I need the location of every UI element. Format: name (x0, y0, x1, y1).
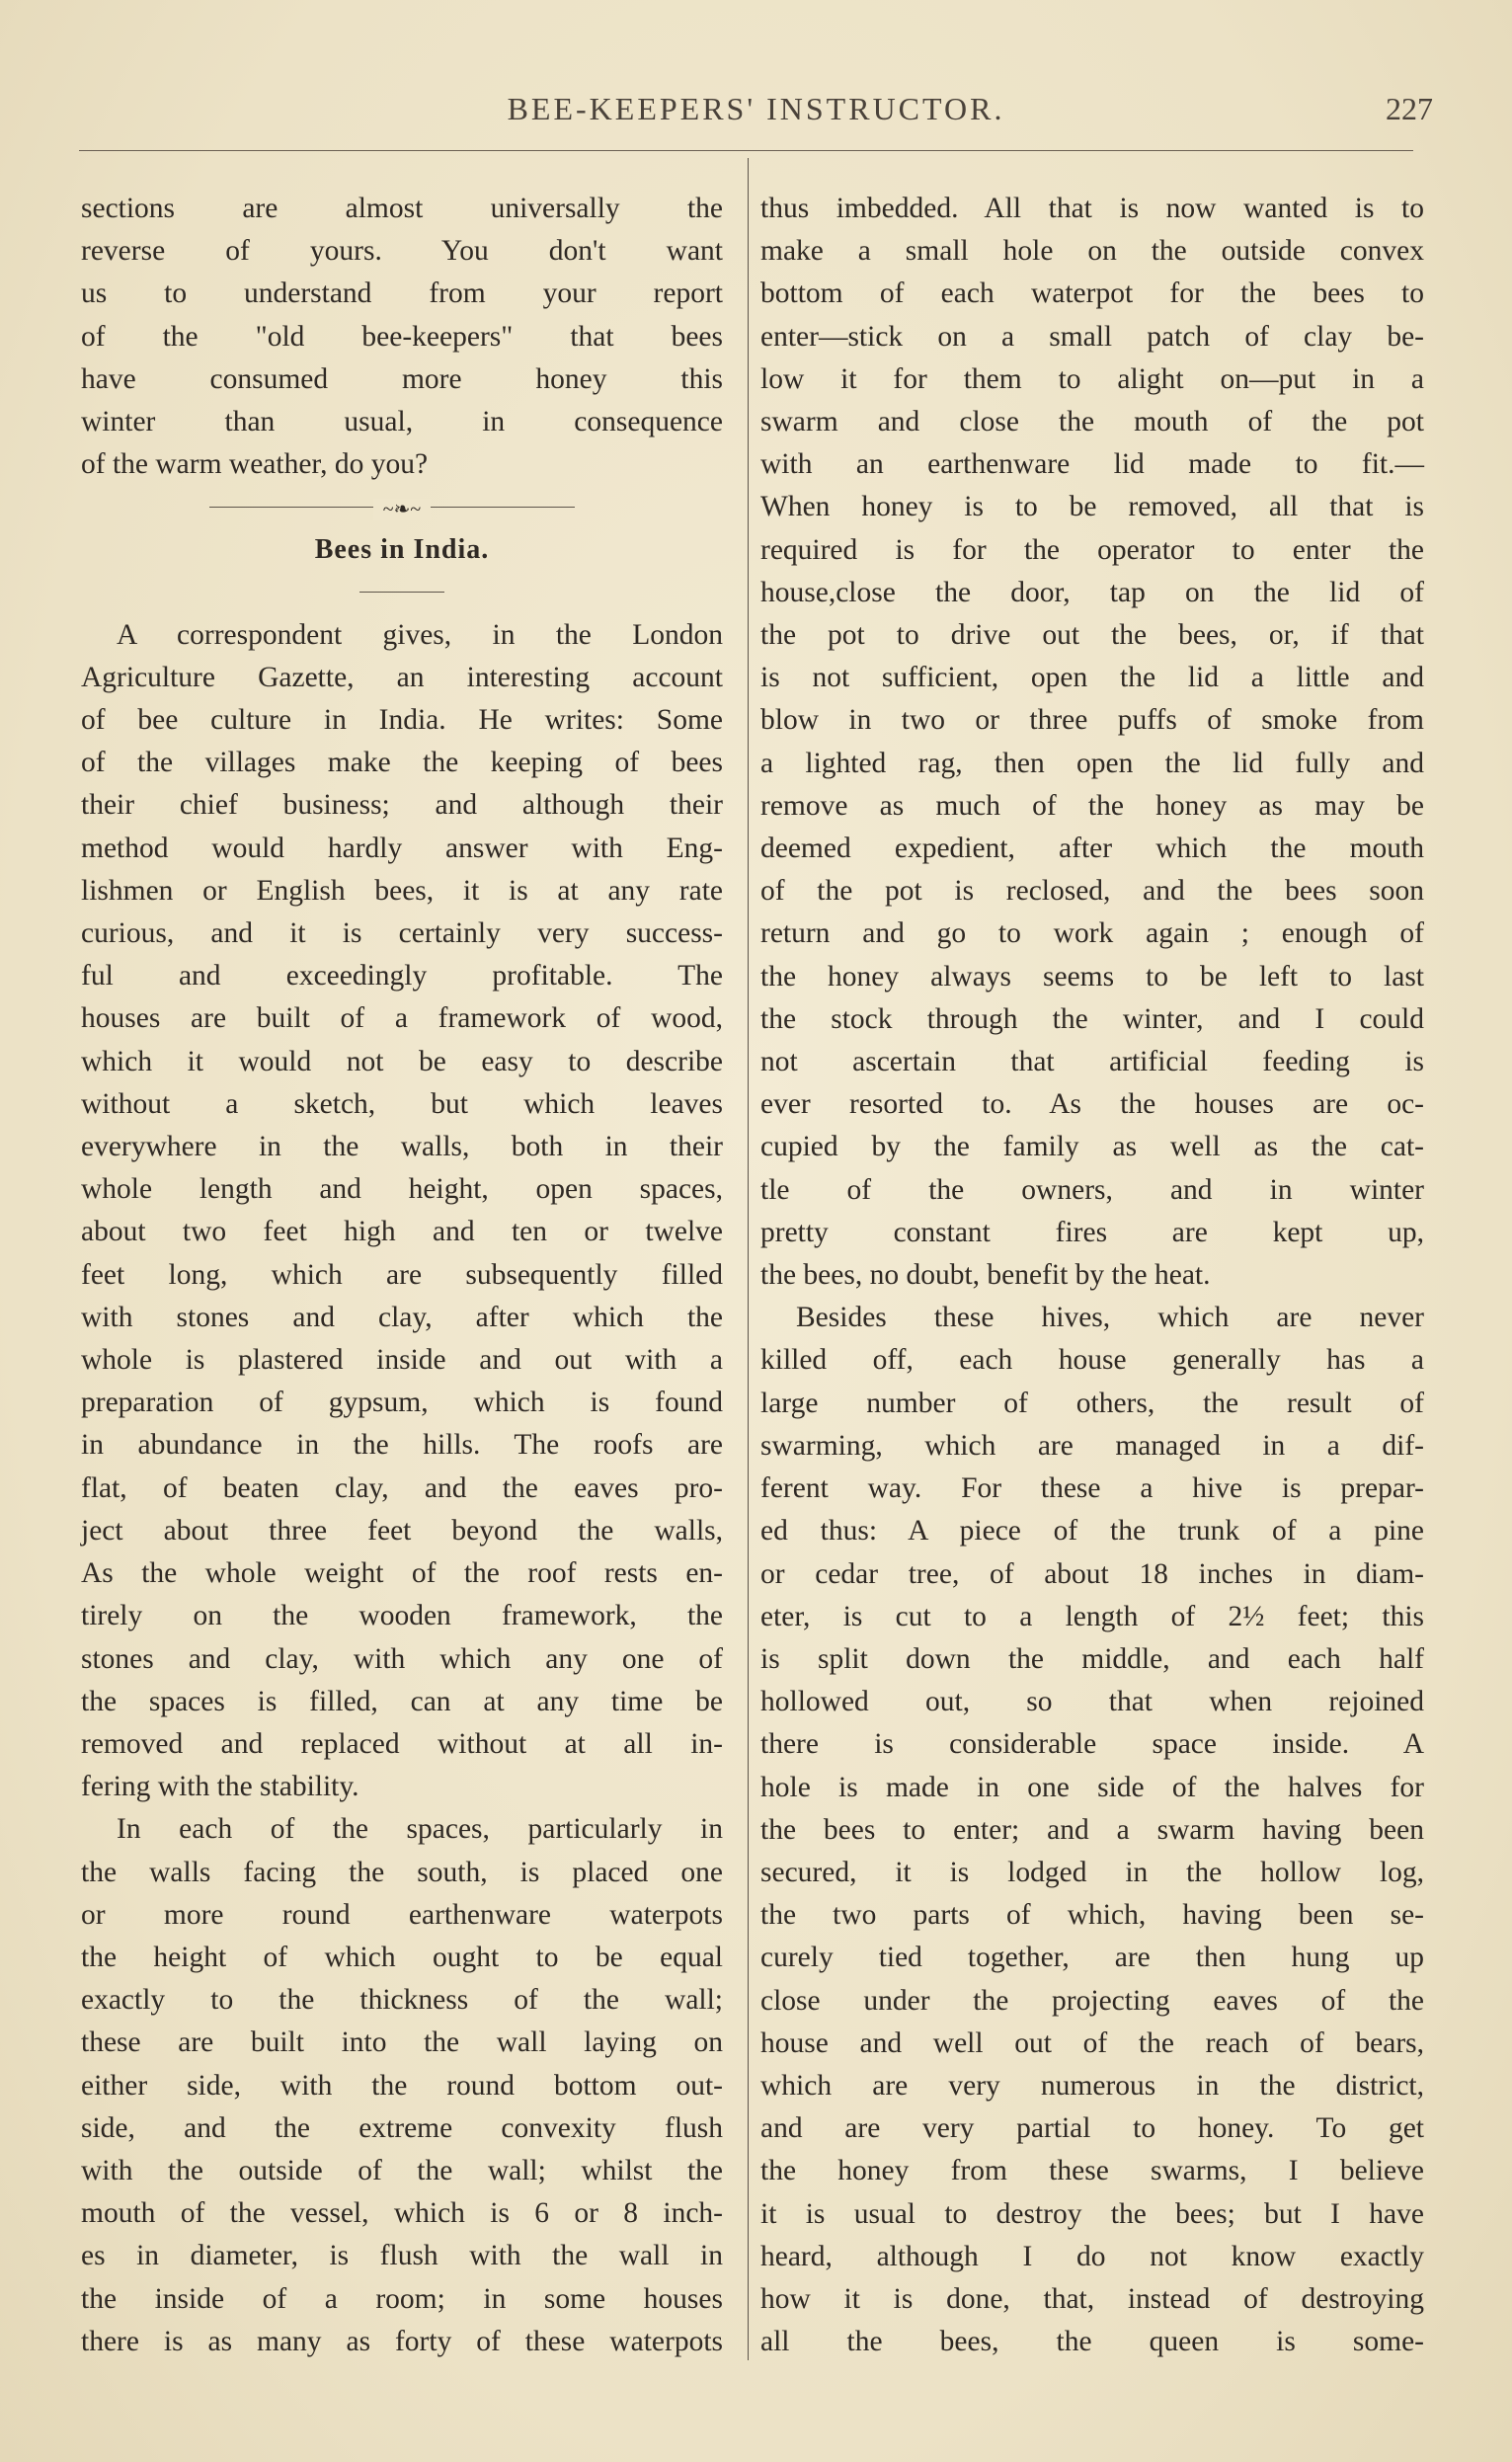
text-line: make a small hole on the outside convex (760, 235, 1424, 268)
text-line: with stones and clay, after which the (81, 1301, 723, 1333)
text-line: these are built into the wall laying on (81, 2026, 723, 2059)
text-line: not ascertain that artificial feeding is (760, 1046, 1424, 1078)
text-line: pretty constant fires are kept up, (760, 1216, 1424, 1248)
text-line: remove as much of the honey as may be (760, 789, 1424, 822)
text-line: the two parts of which, having been se- (760, 1899, 1424, 1932)
text-line: which it would not be easy to describe (81, 1045, 723, 1077)
left-column (81, 188, 723, 2363)
text-line: ject about three feet beyond the walls, (81, 1514, 723, 1547)
paragraph-bees-in-india-2 (81, 1808, 723, 2363)
text-line: house and well out of the reach of bears, (760, 2026, 1424, 2059)
text-line: with an earthenware lid made to fit.— (760, 448, 1424, 481)
text-line: either side, with the round bottom out- (81, 2069, 723, 2102)
text-line: reverse of yours. You don't want (81, 235, 723, 268)
text-line: the inside of a room; in some houses (81, 2282, 723, 2315)
text-line: required is for the operator to enter the (760, 533, 1424, 566)
text-line: lishmen or English bees, it is at any rate (81, 874, 723, 907)
text-line: As the whole weight of the roof rests en- (81, 1557, 723, 1590)
text-line: is split down the middle, and each half (760, 1642, 1424, 1675)
paragraph-bees-in-india-1 (81, 614, 723, 1809)
text-line: in abundance in the hills. The roofs are (81, 1429, 723, 1462)
text-line: swarming, which are managed in a dif- (760, 1429, 1424, 1462)
text-line: which are very numerous in the district, (760, 2069, 1424, 2102)
text-line: us to understand from your report (81, 278, 723, 310)
text-line: the pot to drive out the bees, or, if that (760, 619, 1424, 652)
text-line: bottom of each waterpot for the bees to (760, 278, 1424, 310)
text-line: Besides these hives, which are never (796, 1302, 1424, 1334)
text-line: sections are almost universally the (81, 193, 723, 224)
page-header (79, 91, 1433, 140)
text-line: the bees, no doubt, benefit by the heat. (760, 1259, 1211, 1292)
paragraph-besides-hives (760, 1297, 1424, 2363)
text-line: heard, although I do not know exactly (760, 2240, 1424, 2272)
text-line: it is usual to destroy the bees; but I have (760, 2197, 1424, 2230)
text-line: a lighted rag, then open the lid fully and (760, 747, 1424, 779)
text-line: deemed expedient, after which the mouth (760, 833, 1424, 865)
ornament-glyph: ~❧~ (373, 499, 431, 520)
text-line: have consumed more honey this (81, 362, 723, 395)
text-line: houses are built of a framework of wood, (81, 1002, 723, 1035)
text-line: Agriculture Gazette, an interesting account (81, 661, 723, 693)
text-line: stones and clay, with which any one of (81, 1642, 723, 1675)
text-line: method would hardly answer with Eng- (81, 832, 723, 864)
text-line: secured, it is lodged in the hollow log, (760, 1856, 1424, 1888)
intro-paragraph (81, 188, 723, 486)
text-line: close under the projecting eaves of the (760, 1984, 1424, 2017)
text-line: there is as many as forty of these waterpots (81, 2325, 723, 2357)
text-line: the honey always seems to be left to last (760, 960, 1424, 993)
text-line: ever resorted to. As the houses are oc- (760, 1088, 1424, 1121)
section-heading: Bees in India. (314, 534, 490, 566)
text-line: cupied by the family as well as the cat- (760, 1131, 1424, 1163)
text-line: without a sketch, but which leaves (81, 1087, 723, 1120)
text-line: of the villages make the keeping of bees (81, 747, 723, 779)
header-rule (79, 150, 1413, 151)
text-line: the walls facing the south, is placed one (81, 1856, 723, 1888)
paragraph-continued (760, 188, 1424, 1297)
running-title: BEE-KEEPERS' INSTRUCTOR. (507, 91, 1005, 126)
text-line: the spaces is filled, can at any time be (81, 1685, 723, 1717)
text-line: blow in two or three puffs of smoke from (760, 704, 1424, 737)
column-divider (748, 158, 749, 2360)
text-line: killed off, each house generally has a (760, 1344, 1424, 1377)
text-line: or more round earthenware waterpots (81, 1898, 723, 1931)
text-line: ful and exceedingly profitable. The (81, 960, 723, 993)
section-ornament (81, 486, 723, 528)
text-line: low it for them to alight on—put in a (760, 362, 1424, 395)
text-line: side, and the extreme convexity flush (81, 2111, 723, 2144)
text-line: all the bees, the queen is some- (760, 2326, 1424, 2358)
text-line: tle of the owners, and in winter (760, 1173, 1424, 1206)
text-line: tirely on the wooden framework, the (81, 1600, 723, 1632)
text-line: thus imbedded. All that is now wanted is to (760, 193, 1424, 224)
text-line: with the outside of the wall; whilst the (81, 2154, 723, 2186)
text-line: is not sufficient, open the lid a little and (760, 662, 1424, 694)
text-line: whole length and height, open spaces, (81, 1173, 723, 1206)
text-line: ed thus: A piece of the trunk of a pine (760, 1515, 1424, 1548)
text-line: of the "old bee-keepers" that bees (81, 320, 723, 353)
text-line: curious, and it is certainly very success- (81, 917, 723, 950)
text-line: whole is plastered inside and out with a (81, 1344, 723, 1377)
text-line: exactly to the thickness of the wall; (81, 1984, 723, 2017)
text-line: return and go to work again ; enough of (760, 917, 1424, 950)
text-line: enter—stick on a small patch of clay be- (760, 320, 1424, 353)
page-number: 227 (1386, 91, 1433, 126)
text-line: everywhere in the walls, both in their (81, 1131, 723, 1163)
text-line: or cedar tree, of about 18 inches in diam- (760, 1557, 1424, 1590)
right-column (760, 188, 1424, 2363)
text-line: and are very partial to honey. To get (760, 2112, 1424, 2145)
text-line: winter than usual, in consequence (81, 406, 723, 438)
text-line: ferent way. For these a hive is prepar- (760, 1472, 1424, 1505)
text-line: of the pot is reclosed, and the bees soon (760, 875, 1424, 908)
text-line: hole is made in one side of the halves for (760, 1771, 1424, 1803)
text-line: of the warm weather, do you? (81, 448, 429, 481)
text-line: the bees to enter; and a swarm having been (760, 1813, 1424, 1846)
text-line: how it is done, that, instead of destroying (760, 2282, 1424, 2315)
text-line: mouth of the vessel, which is 6 or 8 inch- (81, 2197, 723, 2230)
text-line: eter, is cut to a length of 2½ feet; this (760, 1600, 1424, 1632)
text-line: the honey from these swarms, I believe (760, 2155, 1424, 2187)
text-line: their chief business; and although their (81, 789, 723, 822)
text-line: curely tied together, are then hung up (760, 1942, 1424, 1974)
text-line: there is considerable space inside. A (760, 1728, 1424, 1761)
text-line: A correspondent gives, in the London (117, 618, 723, 651)
text-line: large number of others, the result of (760, 1387, 1424, 1419)
heading-rule (81, 572, 723, 614)
text-line: swarm and close the mouth of the pot (760, 406, 1424, 438)
text-line: house,close the door, tap on the lid of (760, 576, 1424, 608)
text-line: When honey is to be removed, all that is (760, 491, 1424, 523)
text-line: the height of which ought to be equal (81, 1941, 723, 1973)
text-line: feet long, which are subsequently filled (81, 1258, 723, 1291)
text-line: removed and replaced without at all in- (81, 1727, 723, 1760)
text-line: In each of the spaces, particularly in (117, 1813, 723, 1846)
text-line: the stock through the winter, and I could (760, 1002, 1424, 1035)
text-line: about two feet high and ten or twelve (81, 1216, 723, 1248)
text-line: fering with the stability. (81, 1771, 359, 1803)
text-line: flat, of beaten clay, and the eaves pro- (81, 1471, 723, 1504)
text-line: of bee culture in India. He writes: Some (81, 704, 723, 737)
text-line: preparation of gypsum, which is found (81, 1387, 723, 1419)
text-line: es in diameter, is flush with the wall in (81, 2240, 723, 2272)
text-line: hollowed out, so that when rejoined (760, 1686, 1424, 1718)
